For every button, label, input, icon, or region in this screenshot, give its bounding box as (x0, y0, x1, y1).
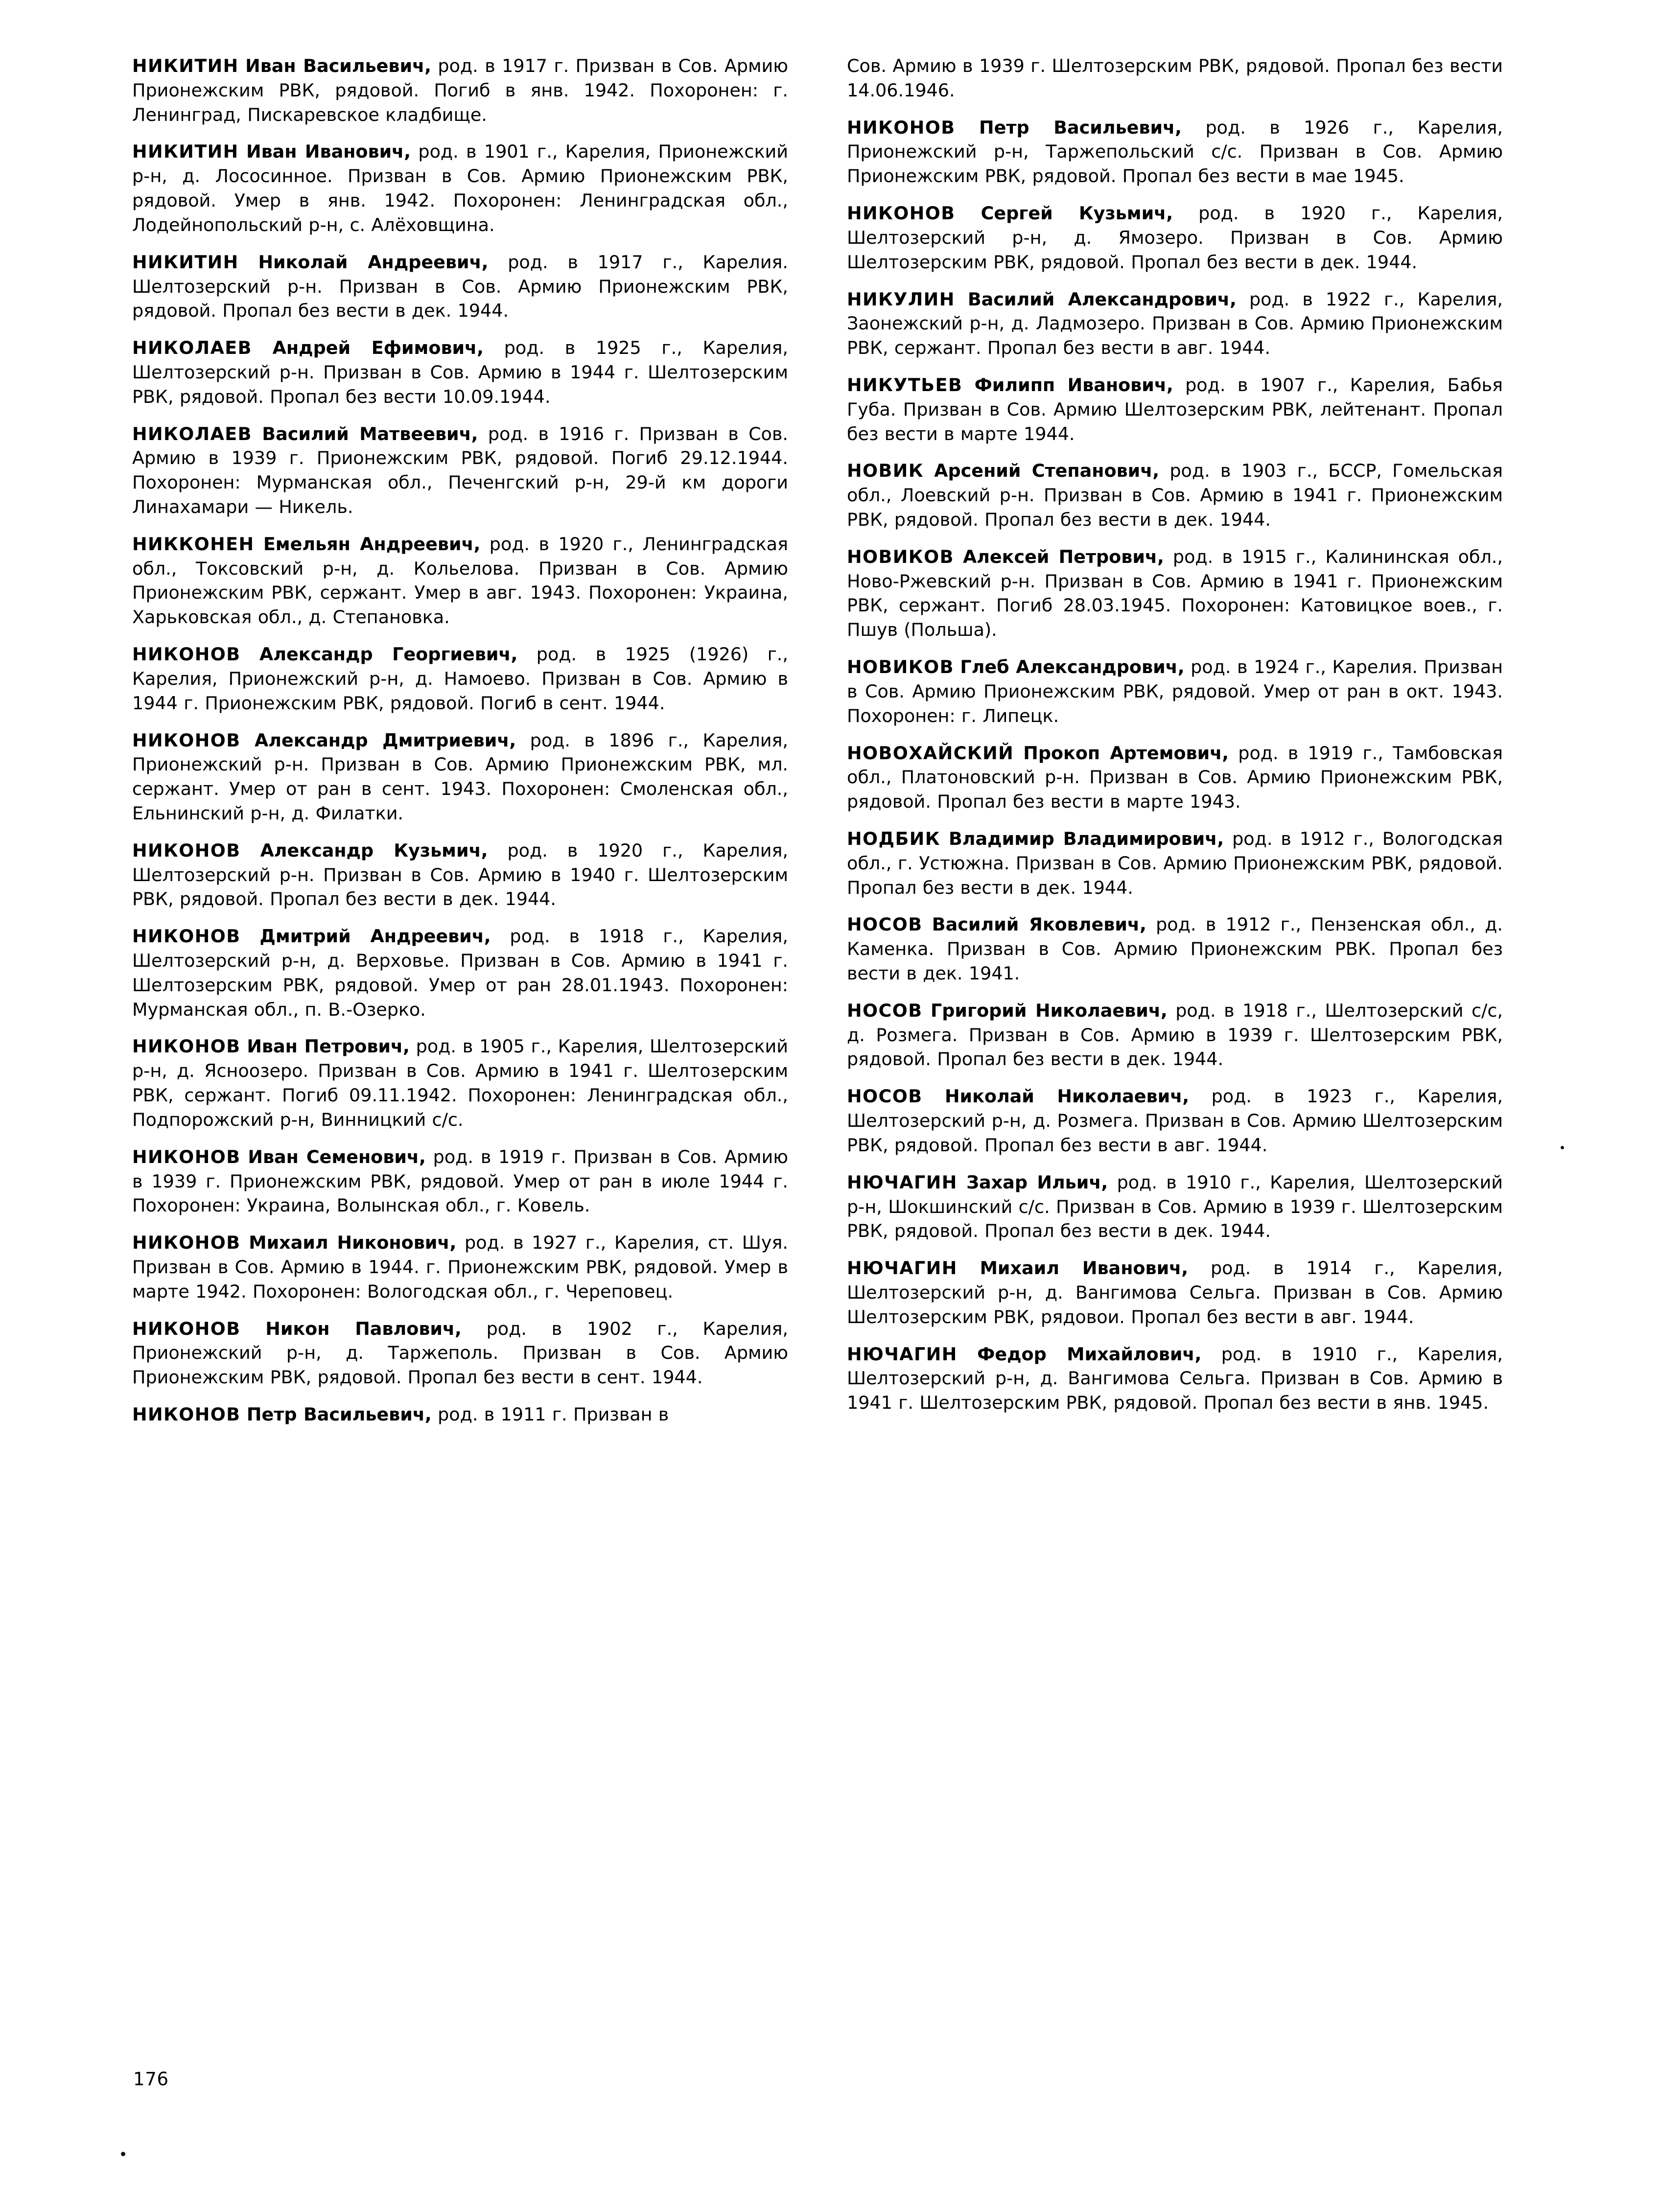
entry-surname: НОСОВ (847, 1000, 923, 1021)
entry-details: род. в 1902 г., Карелия, Прионежский р-н, д. Таржеполь. Призван в Сов. Армию Прионежским РВК, рядовой. Пропал без вести в сент. 1944. (132, 1318, 788, 1388)
two-column-layout (132, 54, 1538, 1427)
list-item (132, 1145, 788, 1218)
list-item (847, 741, 1503, 814)
list-item-continuation (847, 54, 1503, 103)
entry-given-name: Федор Михайлович, (977, 1343, 1202, 1365)
entry-surname: НЮЧАГИН (847, 1343, 958, 1365)
list-item (847, 827, 1503, 900)
entry-surname: НОВИКОВ (847, 656, 954, 678)
column-left (132, 54, 788, 1427)
list-item (132, 1402, 788, 1427)
entry-given-name: Прокоп Артемович, (1023, 742, 1229, 764)
entry-details: род. в 1917 г., Карелия. Шелтозерский р-н. Призван в Сов. Армию Прионежским РВК, рядовой. Пропал без вести в дек. 1944. (132, 251, 788, 322)
entry-details: род. в 1917 г. Призван в Сов. Армию Прионежским РВК, рядовой. Погиб в янв. 1942. Похоронен: г. Ленинград, Пискаревское кладбище. (132, 55, 788, 125)
entry-details: род. в 1924 г., Карелия. Призван в Сов. Армию Прионежским РВК, рядовой. Умер от ран в окт. 1943. Похоронен: г. Липецк. (847, 656, 1503, 726)
list-item (847, 116, 1503, 188)
entry-given-name: Иван Иванович, (246, 141, 411, 163)
entry-given-name: Владимир Владимирович, (948, 828, 1224, 849)
entry-surname: НОВИКОВ (847, 546, 954, 567)
entry-surname: НИКУЛИН (847, 288, 955, 310)
print-speck (1561, 1146, 1564, 1149)
list-item (132, 924, 788, 1022)
entry-details: род. в 1916 г. Призван в Сов. Армию в 1939 г. Прионежским РВК, рядовой. Погиб 29.12.1944. Похоронен: Мурманская обл., Печенгский р-н, 29-й км дороги Линахамари — Никель. (132, 423, 789, 517)
entry-given-name: Николай Андреевич, (258, 251, 489, 273)
entry-surname: НИКОНОВ (132, 644, 241, 665)
entry-given-name: Емельян Андреевич, (263, 533, 481, 555)
entry-given-name: Филипп Иванович, (974, 374, 1173, 396)
entry-details: род. в 1925 (1926) г., Карелия, Прионежский р-н, д. Намоево. Призван в Сов. Армию в 1944 г. Прионежским РВК, рядовой. Погиб в сент. 1944. (132, 644, 788, 714)
entry-given-name: Василий Яковлевич, (932, 914, 1146, 935)
entry-surname: НОВИК (847, 460, 924, 482)
entry-given-name: Никон Павлович, (265, 1318, 462, 1339)
entry-details: род. в 1925 г., Карелия, Шелтозерский р-н. Призван в Сов. Армию в 1944 г. Шелтозерским РВК, рядовой. Пропал без вести 10.09.1944. (132, 337, 788, 407)
column-right (847, 54, 1503, 1415)
list-item (132, 1034, 788, 1132)
entry-details: род. в 1901 г., Карелия, Прионежский р-н, д. Лососинное. Призван в Сов. Армию Прионежским РВК, рядовой. Умер в янв. 1942. Похоронен: Ленинградская обл., Лодейнопольский р-н, с. Алёховщина. (132, 141, 788, 235)
entry-surname: НОДБИК (847, 828, 941, 849)
entry-details: род. в 1912 г., Пензенская обл., д. Каменка. Призван в Сов. Армию Прионежским РВК. Пропал без вести в дек. 1941. (847, 914, 1503, 984)
entry-given-name: Сергей Кузьмич, (981, 203, 1173, 224)
list-item (847, 1170, 1503, 1243)
list-item (132, 1317, 788, 1390)
entry-surname: НИКИТИН (132, 141, 239, 163)
entry-details: род. в 1910 г., Карелия, Шелтозерский р-н, Шокшинский с/с. Призван в Сов. Армию в 1939 г. Шелтозерским РВК, рядовой. Пропал без вести в дек. 1944. (847, 1171, 1503, 1242)
entry-surname: НИКОНОВ (132, 1318, 241, 1339)
entry-surname: НИКОНОВ (132, 1232, 241, 1254)
entry-details: род. в 1919 г. Призван в Сов. Армию в 1939 г. Прионежским РВК, рядовой. Умер от ран в июле 1944 г. Похоронен: Украина, Волынская обл., г. Ковель. (132, 1146, 788, 1216)
entry-surname: НОСОВ (847, 914, 923, 935)
entry-details: род. в 1912 г., Вологодская обл., г. Устюжна. Призван в Сов. Армию Прионежским РВК, рядовой. Пропал без вести в дек. 1944. (847, 828, 1503, 898)
list-item (132, 140, 788, 237)
entry-details: род. в 1903 г., БССР, Гомельская обл., Лоевский р-н. Призван в Сов. Армию в 1941 г. Прионежским РВК, рядовой. Пропал без вести в дек. 1944. (847, 460, 1503, 530)
list-item (132, 728, 788, 826)
list-item (132, 422, 788, 519)
entry-surname: НИКОНОВ (132, 926, 241, 947)
list-item (132, 54, 788, 127)
list-item (847, 373, 1503, 446)
entry-given-name: Дмитрий Андреевич, (259, 926, 491, 947)
entry-surname: НОСОВ (847, 1086, 923, 1107)
entry-details: род. в 1927 г., Карелия, ст. Шуя. Призван в Сов. Армию в 1944. г. Прионежским РВК, рядовой. Умер в марте 1942. Похоронен: Вологодская обл., г. Череповец. (132, 1232, 788, 1302)
list-item (847, 287, 1503, 360)
entry-given-name: Василий Александрович, (967, 288, 1237, 310)
entry-given-name: Петр Васильевич, (979, 116, 1182, 138)
entry-surname: НИКУТЬЕВ (847, 374, 963, 396)
entry-surname: НИКОНОВ (847, 203, 956, 224)
entry-details: род. в 1923 г., Карелия, Шелтозерский р-н, д. Розмега. Призван в Сов. Армию Шелтозерским РВК, рядовой. Пропал без вести в авг. 1944. (847, 1086, 1503, 1156)
entry-given-name: Александр Дмитриевич, (255, 729, 516, 751)
entry-given-name: Василий Матвеевич, (262, 423, 478, 444)
entry-details: род. в 1920 г., Карелия, Шелтозерский р-н, д. Ямозеро. Призван в Сов. Армию Шелтозерским РВК, рядовой. Пропал без вести в дек. 1944. (847, 203, 1503, 273)
list-item (132, 336, 788, 409)
entry-surname: НИКОЛАЕВ (132, 423, 252, 444)
entry-given-name: Андрей Ефимович, (272, 337, 484, 359)
entry-given-name: Глеб Александрович, (960, 656, 1185, 678)
entry-details: род. в 1915 г., Калининская обл., Ново-Ржевский р-н. Призван в Сов. Армию в 1941 г. Прионежским РВК, сержант. Погиб 28.03.1945. Похоронен: Катовицкое воев., г. Пшув (Польша). (847, 546, 1503, 641)
list-item (847, 1084, 1503, 1157)
list-item (847, 999, 1503, 1071)
entry-surname: НИКОНОВ (132, 1404, 241, 1425)
list-item (847, 545, 1503, 642)
list-item (132, 838, 788, 911)
entry-given-name: Петр Васильевич, (246, 1404, 432, 1425)
entry-given-name: Александр Георгиевич, (259, 644, 518, 665)
entry-details: род. в 1907 г., Карелия, Бабья Губа. Призван в Сов. Армию Шелтозерским РВК, лейтенант. Пропал без вести в марте 1944. (847, 374, 1503, 444)
entry-surname: НИКОНОВ (132, 1146, 241, 1167)
entry-surname: НИКОНОВ (847, 116, 956, 138)
list-item (847, 459, 1503, 532)
entry-details: род. в 1920 г., Ленинградская обл., Токсовский р-н, д. Кольелова. Призван в Сов. Армию Прионежским РВК, сержант. Умер в авг. 1943. Похоронен: Украина, Харьковская обл., д. Степановка. (132, 533, 788, 628)
list-item (847, 655, 1503, 728)
list-item (847, 201, 1503, 274)
entry-given-name: Иван Петрович, (247, 1036, 410, 1057)
page-number: 176 (133, 2069, 169, 2090)
entry-given-name: Алексей Петрович, (962, 546, 1164, 567)
list-item (132, 642, 788, 715)
entry-given-name: Михаил Никонович, (249, 1232, 457, 1254)
entry-surname: НЮЧАГИН (847, 1171, 958, 1193)
entry-given-name: Арсений Степанович, (934, 460, 1160, 482)
entry-surname: НИКИТИН (132, 251, 239, 273)
entry-given-name: Иван Васильевич, (245, 55, 431, 76)
entry-details: Сов. Армию в 1939 г. Шелтозерским РВК, рядовой. Пропал без вести 14.06.1946. (847, 55, 1503, 101)
entry-given-name: Григорий Николаевич, (931, 1000, 1168, 1021)
entry-details: род. в 1914 г., Карелия, Шелтозерский р-н, д. Вангимова Сельга. Призван в Сов. Армию Шелтозерским РВК, рядовои. Пропал без вести в авг. 1944. (847, 1257, 1503, 1327)
entry-given-name: Николай Николаевич, (944, 1086, 1190, 1107)
entry-details: род. в 1905 г., Карелия, Шелтозерский р-н, д. Ясноозеро. Призван в Сов. Армию в 1941 г. Шелтозерским РВК, сержант. Погиб 09.11.1942. Похоронен: Ленинградская обл., Подпорожский р-н, Винницкий с/с. (132, 1036, 788, 1130)
entry-surname: НИККОНЕН (132, 533, 255, 555)
entry-details: род. в 1918 г., Карелия, Шелтозерский р-н, д. Верховье. Призван в Сов. Армию в 1941 г. Шелтозерским РВК, рядовой. Умер от ран 28.01.1943. Похоронен: Мурманская обл., п. В.-Озерко. (132, 926, 788, 1020)
entry-details: род. в 1920 г., Карелия, Шелтозерский р-н. Призван в Сов. Армию в 1940 г. Шелтозерским РВК, рядовой. Пропал без вести в дек. 1944. (132, 839, 788, 910)
entry-surname: НИКОНОВ (132, 1036, 241, 1057)
entry-surname: НЮЧАГИН (847, 1257, 958, 1279)
list-item (847, 1342, 1503, 1415)
entry-given-name: Михаил Иванович, (980, 1257, 1189, 1279)
entry-surname: НИКОЛАЕВ (132, 337, 252, 359)
entry-details: род. в 1896 г., Карелия, Прионежский р-н. Призван в Сов. Армию Прионежским РВК, мл. сержант. Умер от ран в сент. 1943. Похоронен: Смоленская обл., Ельнинский р-н, д. Филатки. (132, 729, 788, 824)
entry-details: род. в 1926 г., Карелия, Прионежский р-н, Таржепольский с/с. Призван в Сов. Армию Прионежским РВК, рядовой. Пропал без вести в мае 1945. (847, 116, 1503, 187)
entry-given-name: Иван Семенович, (248, 1146, 426, 1167)
entry-details: род. в 1911 г. Призван в (431, 1404, 669, 1425)
entry-details: род. в 1922 г., Карелия, Заонежский р-н, д. Ладмозеро. Призван в Сов. Армию Прионежским РВК, сержант. Пропал без вести в авг. 1944. (847, 288, 1503, 359)
entry-given-name: Захар Ильич, (966, 1171, 1108, 1193)
entry-surname: НИКОНОВ (132, 729, 241, 751)
entry-surname: НИКОНОВ (132, 839, 241, 861)
entry-details: род. в 1918 г., Шелтозерский с/с, д. Розмега. Призван в Сов. Армию в 1939 г. Шелтозерским РВК, рядовой. Пропал без вести в дек. 1944. (847, 1000, 1503, 1070)
list-item (132, 532, 788, 629)
list-item (847, 912, 1503, 985)
entry-surname: НОВОХАЙСКИЙ (847, 742, 1014, 764)
list-item (132, 1231, 788, 1304)
entry-given-name: Александр Кузьмич, (260, 839, 488, 861)
list-item (132, 250, 788, 323)
list-item (847, 1256, 1503, 1329)
print-speck (121, 2152, 125, 2156)
entry-surname: НИКИТИН (132, 55, 239, 76)
entry-details: род. в 1910 г., Карелия, Шелтозерский р-н, д. Вангимова Сельга. Призван в Сов. Армию в 1941 г. Шелтозерским РВК, рядовой. Пропал без вести в янв. 1945. (847, 1343, 1503, 1414)
entry-details: род. в 1919 г., Тамбовская обл., Платоновский р-н. Призван в Сов. Армию Прионежским РВК, рядовой. Пропал без вести в марте 1943. (847, 742, 1503, 813)
